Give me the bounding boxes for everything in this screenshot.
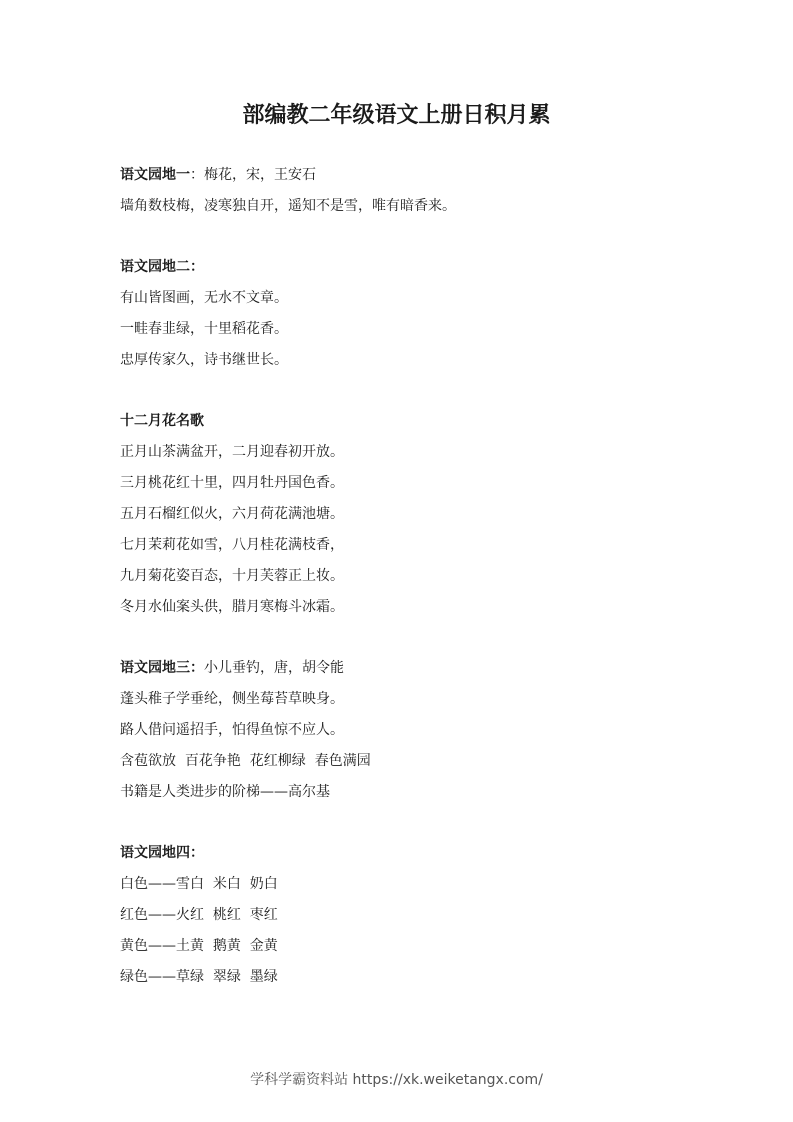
section-heading (120, 160, 680, 191)
text-line: 黄色——土黄 鹅黄 金黄 (120, 938, 278, 954)
text-line: 忠厚传家久，诗书继世长。 (120, 352, 288, 368)
text-line: 墙角数枝梅，凌寒独自开，遥知不是雪，唯有暗香来。 (120, 198, 456, 214)
section-yuwen-yuandi-4 (120, 838, 680, 993)
text-line: 路人借问遥招手，怕得鱼惊不应人。 (120, 722, 344, 738)
text-line: 含苞欲放 百花争艳 花红柳绿 春色满园 (120, 753, 371, 769)
heading-label: 语文园地一 (120, 167, 190, 183)
text-line: 一畦春韭绿，十里稻花香。 (120, 321, 288, 337)
text-line: 冬月水仙案头供，腊月寒梅斗冰霜。 (120, 599, 344, 615)
heading-label: 语文园地四： (120, 845, 204, 861)
section-heading (120, 406, 680, 437)
text-line: 九月菊花姿百态，十月芙蓉正上妆。 (120, 568, 344, 584)
heading-label: 语文园地二： (120, 259, 204, 275)
section-heading (120, 252, 680, 283)
text-line: 绿色——草绿 翠绿 墨绿 (120, 969, 278, 985)
text-line: 白色——雪白 米白 奶白 (120, 876, 278, 892)
heading-suffix: 小儿垂钓，唐，胡令能 (204, 660, 344, 676)
text-line: 七月茉莉花如雪，八月桂花满枝香， (120, 537, 344, 553)
text-line: 蓬头稚子学垂纶，侧坐莓苔草映身。 (120, 691, 344, 707)
section-yuwen-yuandi-3 (120, 653, 680, 808)
text-line: 三月桃花红十里，四月牡丹国色香。 (120, 475, 344, 491)
section-yuwen-yuandi-2 (120, 252, 680, 376)
section-heading (120, 838, 680, 869)
heading-suffix: ：梅花，宋，王安石 (190, 167, 316, 183)
document-body (120, 160, 680, 1023)
section-flower-song (120, 406, 680, 623)
section-heading (120, 653, 680, 684)
text-line: 红色——火红 桃红 枣红 (120, 907, 278, 923)
text-line: 书籍是人类进步的阶梯——高尔基 (120, 784, 330, 800)
heading-label: 语文园地三： (120, 660, 204, 676)
heading-label: 十二月花名歌 (120, 413, 204, 429)
text-line: 正月山茶满盆开，二月迎春初开放。 (120, 444, 344, 460)
text-line: 五月石榴红似火，六月荷花满池塘。 (120, 506, 344, 522)
footer-watermark: 学科学霸资料站 https://xk.weiketangx.com/ (250, 1072, 543, 1088)
page-title: 部编教二年级语文上册日积月累 (242, 103, 551, 128)
section-yuwen-yuandi-1 (120, 160, 680, 222)
text-line: 有山皆图画，无水不文章。 (120, 290, 288, 306)
